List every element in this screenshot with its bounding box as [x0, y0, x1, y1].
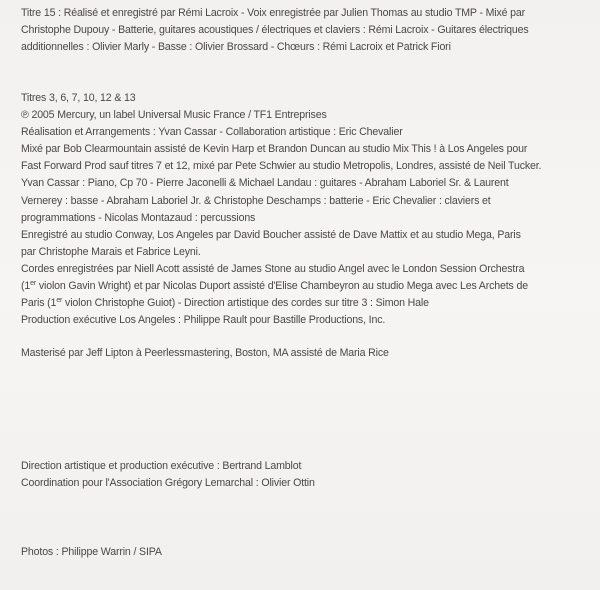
credit-line-violon-1	[21, 278, 589, 295]
credit-line-violon-2	[21, 295, 589, 312]
credit-line: additionnelles : Olivier Marly - Basse : Olivier Brossard - Chœurs : Rémi Lacroix et Patrick Fiori	[21, 41, 451, 54]
credit-line: Christophe Dupouy - Batterie, guitares acoustiques / électriques et claviers : Rémi Lacroix - Guitares électriques	[21, 24, 529, 37]
credit-line: Réalisation et Arrangements : Yvan Cassar - Collaboration artistique : Eric Chevalier	[21, 126, 403, 139]
superscript-er: er	[30, 280, 37, 288]
titres-3-6-7-10-12-13-credits	[21, 90, 589, 329]
superscript-er: er	[56, 297, 63, 305]
titre-15-credits	[21, 5, 589, 56]
text-fragment: Paris (1	[21, 297, 57, 310]
credit-line: Enregistré au studio Conway, Los Angeles par David Boucher assisté de Dave Mattix et au studio Mega, Paris	[21, 228, 521, 241]
credit-line: Direction artistique et production exécutive : Bertrand Lamblot	[21, 460, 302, 472]
copyright-line: ℗ 2005 Mercury, un label Universal Music France / TF1 Entreprises	[21, 109, 327, 122]
credit-line: Fast Forward Prod sauf titres 7 et 12, mixé par Pete Schwier au studio Metropolis, Londres, assisté de Neil Tucker.	[21, 160, 542, 173]
credit-line: Cordes enregistrées par Niell Acott assisté de James Stone au studio Angel avec le London Session Orchestra	[21, 262, 525, 275]
text-fragment: violon Christophe Guiot) - Direction artistique des cordes sur titre 3 : Simon Hale	[62, 297, 429, 310]
credit-line: Masterisé par Jeff Lipton à Peerlessmastering, Boston, MA assisté de Maria Rice	[21, 347, 389, 359]
credit-line: Mixé par Bob Clearmountain assisté de Kevin Harp et Brandon Duncan au studio Mix This ! à Los Angeles pour	[21, 143, 528, 156]
photo-credit	[21, 544, 589, 561]
credit-line: Titre 15 : Réalisé et enregistré par Rémi Lacroix - Voix enregistrée par Julien Thomas au studio TMP - Mixé par	[21, 7, 526, 19]
section-heading: Titres 3, 6, 7, 10, 12 & 13	[21, 92, 136, 104]
credit-line: Photos : Philippe Warrin / SIPA	[21, 546, 162, 558]
credit-line: Production exécutive Los Angeles : Philippe Rault pour Bastille Productions, Inc.	[21, 314, 386, 327]
text-fragment: violon Gavin Wright) et par Nicolas Duport assisté d'Elise Chambeyron au studio Mega avec Les Archets de	[36, 280, 528, 293]
credit-line: Coordination pour l'Association Grégory Lemarchal : Olivier Ottin	[21, 477, 315, 490]
credit-line: Yvan Cassar : Piano, Cp 70 - Pierre Jaconelli & Michael Landau : guitares - Abraham Laboriel Sr. & Laurent	[21, 177, 509, 190]
credit-line: programmations - Nicolas Montazaud : percussions	[21, 211, 256, 224]
direction-credits	[21, 458, 589, 492]
credit-line: par Christophe Marais et Fabrice Leyni.	[21, 245, 201, 258]
mastering-credit	[21, 345, 589, 362]
credit-line: Vernerey : basse - Abraham Laboriel Jr. & Christophe Deschamps : batterie - Eric Chevalier : claviers et	[21, 194, 491, 207]
text-fragment: (1	[21, 280, 31, 293]
